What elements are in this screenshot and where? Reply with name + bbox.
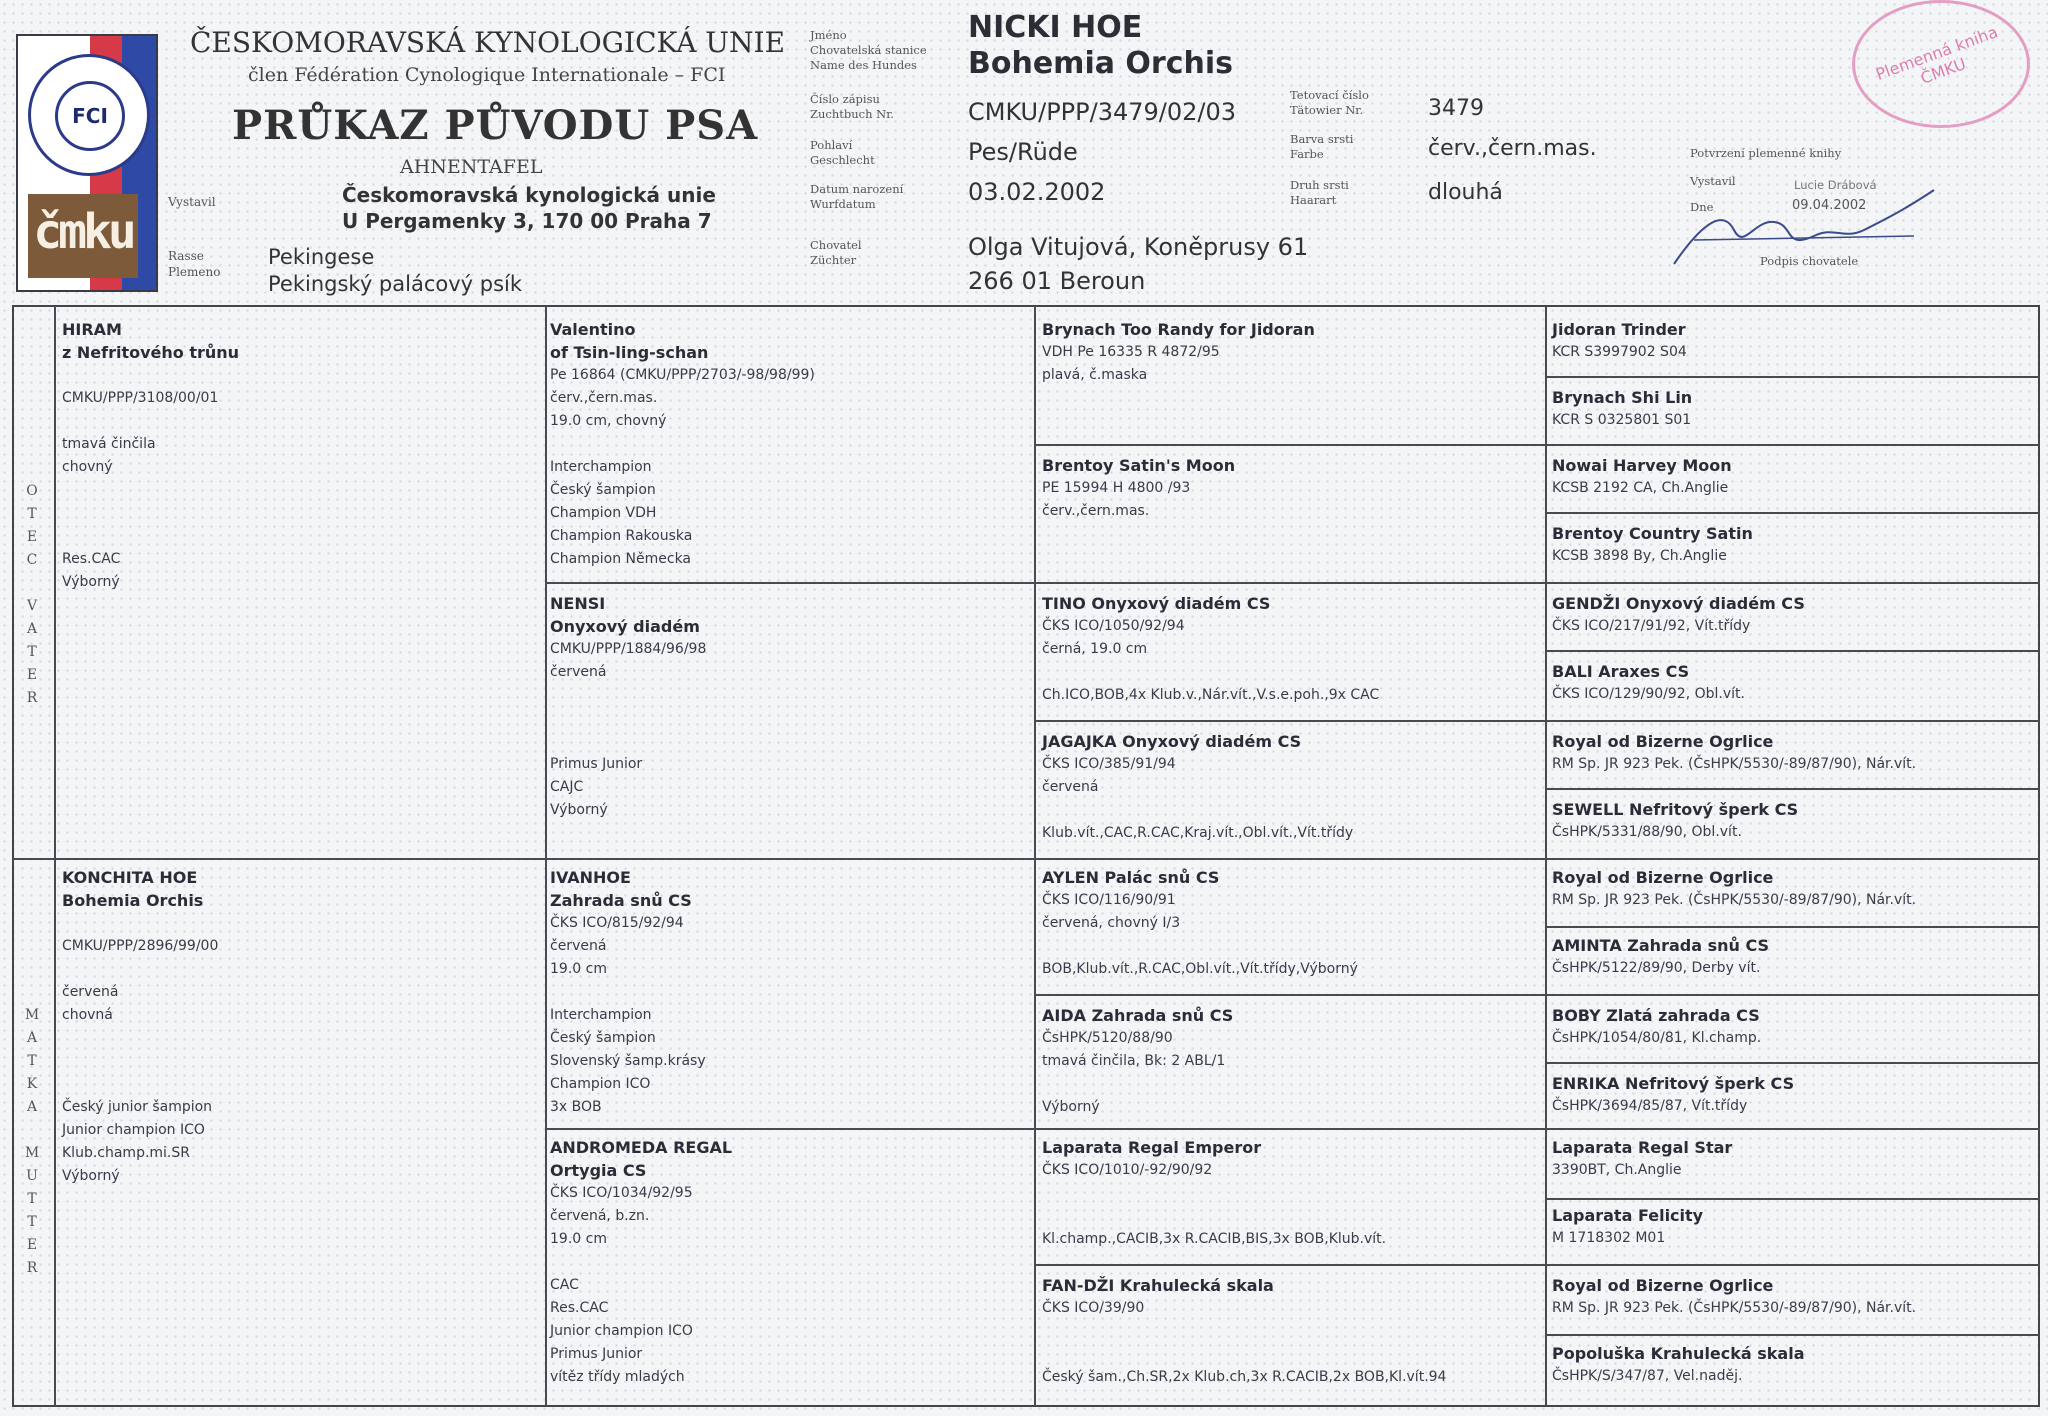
ancestor-detail: CMKU/PPP/1884/96/98 bbox=[550, 641, 707, 657]
ancestor-detail: červená bbox=[550, 664, 607, 680]
tattoo-number: 3479 bbox=[1428, 96, 1484, 121]
breed-block bbox=[268, 244, 522, 298]
great-great-grandparent-cell bbox=[1552, 522, 2034, 568]
ancestor-detail bbox=[1042, 1343, 1537, 1366]
ancestor-detail: Interchampion bbox=[550, 1007, 652, 1023]
ancestor-detail: Klub.champ.mi.SR bbox=[62, 1145, 190, 1161]
side-letter: C bbox=[26, 552, 38, 568]
side-letter: A bbox=[26, 1030, 38, 1046]
ancestor-detail: M 1718302 M01 bbox=[1552, 1230, 1666, 1246]
great-great-grandparent-cell bbox=[1552, 934, 2034, 980]
great-great-grandparent-cell bbox=[1552, 1004, 2034, 1050]
great-great-grandparent-cell bbox=[1552, 866, 2034, 912]
sire-cell bbox=[62, 318, 532, 594]
side-letter bbox=[22, 572, 42, 595]
ancestor-detail: červ.,čern.mas. bbox=[550, 390, 658, 406]
side-letter: T bbox=[27, 644, 37, 660]
divider-gen3-row bbox=[1034, 444, 2040, 446]
fci-cmku-logo bbox=[16, 34, 158, 292]
ancestor-detail: KCR S3997902 S04 bbox=[1552, 344, 1687, 360]
ancestor-name: Brentoy Satin's Moon bbox=[1042, 456, 1236, 475]
ancestor-detail: Český junior šampion bbox=[62, 1099, 213, 1115]
ancestor-name: IVANHOE bbox=[550, 868, 631, 887]
cmku-logo-text: čmku bbox=[33, 204, 133, 260]
ancestor-detail bbox=[550, 730, 1020, 753]
divider-gen4-row bbox=[1545, 376, 2040, 378]
great-grandparent-cell bbox=[1042, 318, 1537, 387]
organization-name: ČESKOMORAVSKÁ KYNOLOGICKÁ UNIE bbox=[190, 26, 786, 59]
label-line: Tätowier Nr. bbox=[1290, 103, 1364, 117]
dog-name bbox=[968, 10, 1233, 82]
ancestor-detail bbox=[1042, 1205, 1537, 1228]
divider-gen1 bbox=[545, 306, 547, 1406]
great-great-grandparent-cell bbox=[1552, 798, 2034, 844]
side-letter: O bbox=[26, 483, 38, 499]
ancestor-name: Onyxový diadém bbox=[550, 617, 700, 636]
signature-icon bbox=[1664, 180, 1944, 270]
divider-gen4-row bbox=[1545, 1334, 2040, 1336]
ancestor-detail: 19.0 cm bbox=[550, 961, 607, 977]
ancestor-detail: Res.CAC bbox=[62, 551, 121, 567]
side-letter: A bbox=[26, 1099, 38, 1115]
divider-gen2 bbox=[1034, 306, 1036, 1406]
ancestor-detail: ČKS ICO/1050/92/94 bbox=[1042, 618, 1185, 634]
side-letter: E bbox=[26, 667, 38, 683]
ancestor-detail: Interchampion bbox=[550, 459, 652, 475]
ancestor-name: ANDROMEDA REGAL bbox=[550, 1138, 733, 1157]
ancestor-detail: červená, chovný I/3 bbox=[1042, 915, 1181, 931]
label-line: Chovatel bbox=[810, 238, 862, 252]
document-subtitle: AHNENTAFEL bbox=[400, 156, 543, 178]
stamp-icon bbox=[1852, 0, 2030, 128]
great-great-grandparent-cell bbox=[1552, 592, 2034, 638]
ancestor-name: Zahrada snů CS bbox=[550, 891, 692, 910]
ancestor-detail: ČKS ICO/385/91/94 bbox=[1042, 756, 1176, 772]
ancestor-detail: CAC bbox=[550, 1277, 579, 1293]
great-grandparent-cell bbox=[1042, 454, 1537, 523]
ancestor-detail: ČsHPK/S/347/87, Vel.naděj. bbox=[1552, 1368, 1743, 1384]
divider-gen4-row bbox=[1545, 926, 2040, 928]
ancestor-detail: Champion Německa bbox=[550, 551, 692, 567]
ancestor-detail bbox=[62, 958, 532, 981]
side-label-sire bbox=[22, 480, 42, 710]
tattoo-label bbox=[1290, 88, 1369, 118]
breed-line: Pekingese bbox=[268, 245, 375, 269]
ancestor-detail: Český šam.,Ch.SR,2x Klub.ch,3x R.CACIB,2x BOB,Kl.vít.94 bbox=[1042, 1369, 1447, 1385]
ancestor-detail: Champion VDH bbox=[550, 505, 657, 521]
ancestor-detail: tmavá činčila bbox=[62, 436, 156, 452]
ancestor-detail: Champion Rakouska bbox=[550, 528, 693, 544]
great-grandparent-cell bbox=[1042, 592, 1537, 707]
dam-cell bbox=[62, 866, 532, 1188]
ancestor-name: Laparata Felicity bbox=[1552, 1206, 1704, 1225]
ancestor-name: NENSI bbox=[550, 594, 606, 613]
ancestor-detail: ČKS ICO/116/90/91 bbox=[1042, 892, 1176, 908]
ancestor-detail: RM Sp. JR 923 Pek. (ČsHPK/5530/-89/87/90), Nár.vít. bbox=[1552, 1300, 1917, 1316]
ancestor-detail: ČsHPK/1054/80/81, Kl.champ. bbox=[1552, 1030, 1762, 1046]
ancestor-detail: ČsHPK/5122/89/90, Derby vít. bbox=[1552, 960, 1761, 976]
ancestor-detail: chovná bbox=[62, 1007, 113, 1023]
ancestor-detail bbox=[550, 1251, 1020, 1274]
divider-gen4-row bbox=[1545, 1198, 2040, 1200]
ancestor-detail: Český šampion bbox=[550, 482, 656, 498]
label-line: Jméno bbox=[810, 28, 847, 42]
ancestor-detail: KCSB 2192 CA, Ch.Anglie bbox=[1552, 480, 1729, 496]
breed-line: Pekingský palácový psík bbox=[268, 272, 523, 296]
ancestor-detail bbox=[550, 981, 1020, 1004]
great-great-grandparent-cell bbox=[1552, 1136, 2034, 1182]
ancestor-name: Royal od Bizerne Ogrlice bbox=[1552, 868, 1774, 887]
ancestor-detail: VDH Pe 16335 R 4872/95 bbox=[1042, 344, 1220, 360]
breed-label bbox=[168, 248, 220, 280]
dog-sex: Pes/Rüde bbox=[968, 138, 1078, 166]
great-great-grandparent-cell bbox=[1552, 1274, 2034, 1320]
side-letter: K bbox=[26, 1076, 38, 1092]
studbook-number: CMKU/PPP/3479/02/03 bbox=[968, 98, 1237, 126]
great-grandparent-cell bbox=[1042, 1274, 1537, 1389]
breeder-line: 266 01 Beroun bbox=[968, 267, 1146, 295]
ancestor-detail: CMKU/PPP/2896/99/00 bbox=[62, 938, 219, 954]
confirmation-date: 09.04.2002 bbox=[1792, 198, 1867, 213]
ancestor-detail: Primus Junior bbox=[550, 756, 643, 772]
ancestor-detail: plavá, č.maska bbox=[1042, 367, 1148, 383]
ancestor-detail bbox=[62, 479, 532, 502]
sex-label bbox=[810, 138, 875, 168]
ancestor-detail bbox=[1042, 1182, 1537, 1205]
label-line: Haarart bbox=[1290, 193, 1337, 207]
ancestor-name: Royal od Bizerne Ogrlice bbox=[1552, 1276, 1774, 1295]
ancestor-detail: Slovenský šamp.krásy bbox=[550, 1053, 706, 1069]
ancestor-name: AIDA Zahrada snů CS bbox=[1042, 1006, 1234, 1025]
ancestor-detail: červ.,čern.mas. bbox=[1042, 503, 1150, 519]
side-letter: R bbox=[26, 1260, 38, 1276]
side-letter: T bbox=[27, 506, 37, 522]
ancestor-detail: Výborný bbox=[550, 802, 608, 818]
grandparent-cell bbox=[550, 592, 1020, 822]
ancestor-detail: BOB,Klub.vít.,R.CAC,Obl.vít.,Vít.třídy,Výborný bbox=[1042, 961, 1358, 977]
issued-by-label: Vystavil bbox=[168, 195, 216, 209]
label-line: Züchter bbox=[810, 253, 857, 267]
confirmation-date-label: Dne bbox=[1690, 200, 1714, 214]
label-line: Chovatelská stanice bbox=[810, 43, 927, 57]
ancestor-detail: 3x BOB bbox=[550, 1099, 602, 1115]
great-great-grandparent-cell bbox=[1552, 318, 2034, 364]
great-grandparent-cell bbox=[1042, 866, 1537, 981]
confirmation-issued-label: Vystavil bbox=[1690, 174, 1736, 188]
signature-label: Podpis chovatele bbox=[1760, 254, 1859, 268]
ancestor-name: JAGAJKA Onyxový diadém CS bbox=[1042, 732, 1302, 751]
ancestor-detail: 19.0 cm, chovný bbox=[550, 413, 667, 429]
ancestor-detail: tmavá činčila, Bk: 2 ABL/1 bbox=[1042, 1053, 1226, 1069]
side-letter: A bbox=[26, 621, 38, 637]
ancestor-name: FAN-DŽI Krahulecká skala bbox=[1042, 1276, 1274, 1295]
ancestor-detail: CMKU/PPP/3108/00/01 bbox=[62, 390, 219, 406]
ancestor-detail: KCR S 0325801 S01 bbox=[1552, 412, 1692, 428]
ancestor-detail bbox=[62, 1050, 532, 1073]
label-line: Wurfdatum bbox=[810, 197, 876, 211]
breed-label-line: Plemeno bbox=[168, 265, 221, 279]
divider-gen4-row bbox=[1545, 1062, 2040, 1064]
divider-gen4-row bbox=[1545, 788, 2040, 790]
ancestor-detail: ČKS ICO/39/90 bbox=[1042, 1300, 1145, 1316]
fci-globe-icon bbox=[55, 81, 125, 151]
label-line: Druh srsti bbox=[1290, 178, 1349, 192]
ancestor-detail: ČKS ICO/1010/-92/90/92 bbox=[1042, 1162, 1213, 1178]
ancestor-name: GENDŽI Onyxový diadém CS bbox=[1552, 594, 1805, 613]
label-line: Geschlecht bbox=[810, 153, 875, 167]
confirmation-title: Potvrzení plemenné knihy bbox=[1690, 146, 1842, 160]
great-great-grandparent-cell bbox=[1552, 1342, 2034, 1388]
ancestor-detail: černá, 19.0 cm bbox=[1042, 641, 1148, 657]
ancestor-detail: ČKS ICO/815/92/94 bbox=[550, 915, 684, 931]
issuer-line: U Pergamenky 3, 170 00 Praha 7 bbox=[342, 209, 712, 233]
coat-label bbox=[1290, 178, 1349, 208]
label-line: Číslo zápisu bbox=[810, 92, 880, 106]
ancestor-detail: ČsHPK/5120/88/90 bbox=[1042, 1030, 1173, 1046]
ancestor-name: Brynach Shi Lin bbox=[1552, 388, 1693, 407]
label-line: Name des Hundes bbox=[810, 58, 917, 72]
breeder bbox=[968, 230, 1308, 298]
great-great-grandparent-cell bbox=[1552, 1072, 2034, 1118]
side-letter: T bbox=[27, 1191, 37, 1207]
fci-emblem-icon bbox=[28, 54, 150, 176]
dog-name-line: NICKI HOE bbox=[968, 10, 1143, 45]
ancestor-name: BALI Araxes CS bbox=[1552, 662, 1690, 681]
ancestor-name: Jidoran Trinder bbox=[1552, 320, 1686, 339]
ancestor-detail: RM Sp. JR 923 Pek. (ČsHPK/5530/-89/87/90), Nár.vít. bbox=[1552, 892, 1917, 908]
great-grandparent-cell bbox=[1042, 1004, 1537, 1119]
grandparent-cell bbox=[550, 866, 1020, 1119]
ancestor-detail bbox=[1042, 661, 1537, 684]
ancestor-name: SEWELL Nefritový šperk CS bbox=[1552, 800, 1799, 819]
ancestor-detail: ČKS ICO/217/91/92, Vít.třídy bbox=[1552, 618, 1751, 634]
divider-gen3 bbox=[1545, 306, 1547, 1406]
ancestor-name: Ortygia CS bbox=[550, 1161, 647, 1180]
ancestor-detail bbox=[550, 433, 1020, 456]
breeder-label bbox=[810, 238, 862, 268]
ancestor-detail: RM Sp. JR 923 Pek. (ČsHPK/5530/-89/87/90), Nár.vít. bbox=[1552, 756, 1917, 772]
ancestor-detail bbox=[62, 410, 532, 433]
ancestor-detail: CAJC bbox=[550, 779, 584, 795]
ancestor-name: Brynach Too Randy for Jidoran bbox=[1042, 320, 1315, 339]
ancestor-detail: 19.0 cm bbox=[550, 1231, 607, 1247]
ancestor-detail: červená bbox=[1042, 779, 1099, 795]
label-line: Tetovací číslo bbox=[1290, 88, 1369, 102]
ancestor-name: TINO Onyxový diadém CS bbox=[1042, 594, 1271, 613]
ancestor-detail: Ch.ICO,BOB,4x Klub.v.,Nár.vít.,V.s.e.poh.,9x CAC bbox=[1042, 687, 1380, 703]
ancestor-name: of Tsin-ling-schan bbox=[550, 343, 709, 362]
confirmation-issued-by: Lucie Drábová bbox=[1794, 178, 1877, 192]
ancestor-detail bbox=[1042, 1320, 1537, 1343]
ancestor-detail: červená, b.zn. bbox=[550, 1208, 650, 1224]
side-label-dam bbox=[22, 1004, 42, 1280]
studbook-label bbox=[810, 92, 894, 122]
label-line: Datum narození bbox=[810, 182, 904, 196]
issuer-line: Českomoravská kynologická unie bbox=[342, 183, 716, 207]
ancestor-detail: ČKS ICO/1034/92/95 bbox=[550, 1185, 693, 1201]
divider-sire-dam bbox=[12, 858, 2040, 860]
ancestor-name: Laparata Regal Star bbox=[1552, 1138, 1733, 1157]
ancestor-detail: Junior champion ICO bbox=[62, 1122, 205, 1138]
date-of-birth: 03.02.2002 bbox=[968, 178, 1106, 206]
grandparent-cell bbox=[550, 318, 1020, 571]
label-line: Farbe bbox=[1290, 147, 1324, 161]
coat-type: dlouhá bbox=[1428, 180, 1503, 205]
ancestor-detail bbox=[62, 525, 532, 548]
ancestor-detail bbox=[1042, 799, 1537, 822]
divider-gen2-row bbox=[545, 1128, 2040, 1130]
ancestor-detail bbox=[1042, 935, 1537, 958]
breeder-line: Olga Vitujová, Koněprusy 61 bbox=[968, 233, 1309, 261]
ancestor-name: Royal od Bizerne Ogrlice bbox=[1552, 732, 1774, 751]
great-grandparent-cell bbox=[1042, 730, 1537, 845]
ancestor-name: BOBY Zlatá zahrada CS bbox=[1552, 1006, 1760, 1025]
cmku-emblem-icon bbox=[28, 194, 138, 278]
ancestor-detail bbox=[550, 707, 1020, 730]
ancestor-detail: Primus Junior bbox=[550, 1346, 643, 1362]
label-line: Barva srsti bbox=[1290, 132, 1354, 146]
ancestor-detail: ČsHPK/3694/85/87, Vít.třídy bbox=[1552, 1098, 1748, 1114]
great-great-grandparent-cell bbox=[1552, 730, 2034, 776]
ancestor-detail bbox=[62, 364, 532, 387]
ancestor-name: AYLEN Palác snů CS bbox=[1042, 868, 1220, 887]
ancestor-name: HIRAM bbox=[62, 320, 122, 339]
fci-logo-text: FCI bbox=[72, 104, 108, 128]
document-title: PRŮKAZ PŮVODU PSA bbox=[232, 102, 759, 149]
grandparent-cell bbox=[550, 1136, 1020, 1389]
breed-label-line: Rasse bbox=[168, 249, 204, 263]
ancestor-detail bbox=[62, 502, 532, 525]
fci-membership: člen Fédération Cynologique Internationale – FCI bbox=[248, 64, 726, 86]
dob-label bbox=[810, 182, 903, 212]
ancestor-detail bbox=[62, 1027, 532, 1050]
ancestor-detail: Klub.vít.,CAC,R.CAC,Kraj.vít.,Obl.vít.,Vít.třídy bbox=[1042, 825, 1354, 841]
dog-name-line: Bohemia Orchis bbox=[968, 46, 1233, 81]
side-letter: E bbox=[26, 1237, 38, 1253]
ancestor-name: Bohemia Orchis bbox=[62, 891, 204, 910]
divider-gen3-row bbox=[1034, 994, 2040, 996]
side-letter: M bbox=[24, 1145, 40, 1161]
ancestor-detail bbox=[550, 684, 1020, 707]
ancestor-detail: ČsHPK/5331/88/90, Obl.vít. bbox=[1552, 824, 1742, 840]
issuer-block bbox=[342, 182, 716, 234]
divider-gen4-row bbox=[1545, 650, 2040, 652]
ancestor-detail: Junior champion ICO bbox=[550, 1323, 693, 1339]
ancestor-detail: 3390BT, Ch.Anglie bbox=[1552, 1162, 1682, 1178]
side-letter bbox=[22, 1119, 42, 1142]
ancestor-name: KONCHITA HOE bbox=[62, 868, 198, 887]
ancestor-detail: chovný bbox=[62, 459, 113, 475]
great-grandparent-cell bbox=[1042, 1136, 1537, 1251]
ancestor-name: Brentoy Country Satin bbox=[1552, 524, 1753, 543]
divider-gen4-row bbox=[1545, 512, 2040, 514]
ancestor-name: ENRIKA Nefritový šperk CS bbox=[1552, 1074, 1795, 1093]
ancestor-detail: červená bbox=[62, 984, 119, 1000]
great-great-grandparent-cell bbox=[1552, 454, 2034, 500]
ancestor-name: Laparata Regal Emperor bbox=[1042, 1138, 1262, 1157]
ancestor-detail: Výborný bbox=[1042, 1099, 1100, 1115]
ancestor-name: Nowai Harvey Moon bbox=[1552, 456, 1732, 475]
ancestor-name: z Nefritového trůnu bbox=[62, 343, 240, 362]
ancestor-detail bbox=[1042, 1073, 1537, 1096]
coat-color: červ.,čern.mas. bbox=[1428, 136, 1597, 161]
ancestor-detail: Výborný bbox=[62, 1168, 120, 1184]
label-line: Zuchtbuch Nr. bbox=[810, 107, 895, 121]
divider-side bbox=[54, 306, 56, 1406]
side-letter: M bbox=[24, 1007, 40, 1023]
dog-name-label bbox=[810, 28, 927, 73]
ancestor-name: Popoluška Krahulecká skala bbox=[1552, 1344, 1805, 1363]
ancestor-detail: ČKS ICO/129/90/92, Obl.vít. bbox=[1552, 686, 1745, 702]
ancestor-detail bbox=[62, 912, 532, 935]
ancestor-detail: PE 15994 H 4800 /93 bbox=[1042, 480, 1191, 496]
ancestor-name: Valentino bbox=[550, 320, 636, 339]
divider-gen2-row bbox=[545, 582, 2040, 584]
ancestor-detail: červená bbox=[550, 938, 607, 954]
ancestor-detail: vítěz třídy mladých bbox=[550, 1369, 685, 1385]
side-letter: T bbox=[27, 1214, 37, 1230]
side-letter: E bbox=[26, 529, 38, 545]
ancestor-name: AMINTA Zahrada snů CS bbox=[1552, 936, 1770, 955]
side-letter: T bbox=[27, 1053, 37, 1069]
side-letter: V bbox=[26, 598, 38, 614]
ancestor-detail: Kl.champ.,CACIB,3x R.CACIB,BIS,3x BOB,Klub.vít. bbox=[1042, 1231, 1387, 1247]
side-letter: R bbox=[26, 690, 38, 706]
ancestor-detail: KCSB 3898 By, Ch.Anglie bbox=[1552, 548, 1727, 564]
color-label bbox=[1290, 132, 1353, 162]
side-letter: U bbox=[26, 1168, 38, 1184]
ancestor-detail bbox=[62, 1073, 532, 1096]
label-line: Pohlaví bbox=[810, 138, 853, 152]
ancestor-detail: Champion ICO bbox=[550, 1076, 651, 1092]
stamp-text: Plemenná kniha ČMKU bbox=[1873, 22, 2001, 88]
great-great-grandparent-cell bbox=[1552, 386, 2034, 432]
ancestor-detail: Český šampion bbox=[550, 1030, 656, 1046]
great-great-grandparent-cell bbox=[1552, 1204, 2034, 1250]
divider-gen3-row bbox=[1034, 1264, 2040, 1266]
ancestor-detail: Pe 16864 (CMKU/PPP/2703/-98/98/99) bbox=[550, 367, 815, 383]
ancestor-detail: Res.CAC bbox=[550, 1300, 609, 1316]
ancestor-detail: Výborný bbox=[62, 574, 120, 590]
divider-gen3-row bbox=[1034, 720, 2040, 722]
great-great-grandparent-cell bbox=[1552, 660, 2034, 706]
